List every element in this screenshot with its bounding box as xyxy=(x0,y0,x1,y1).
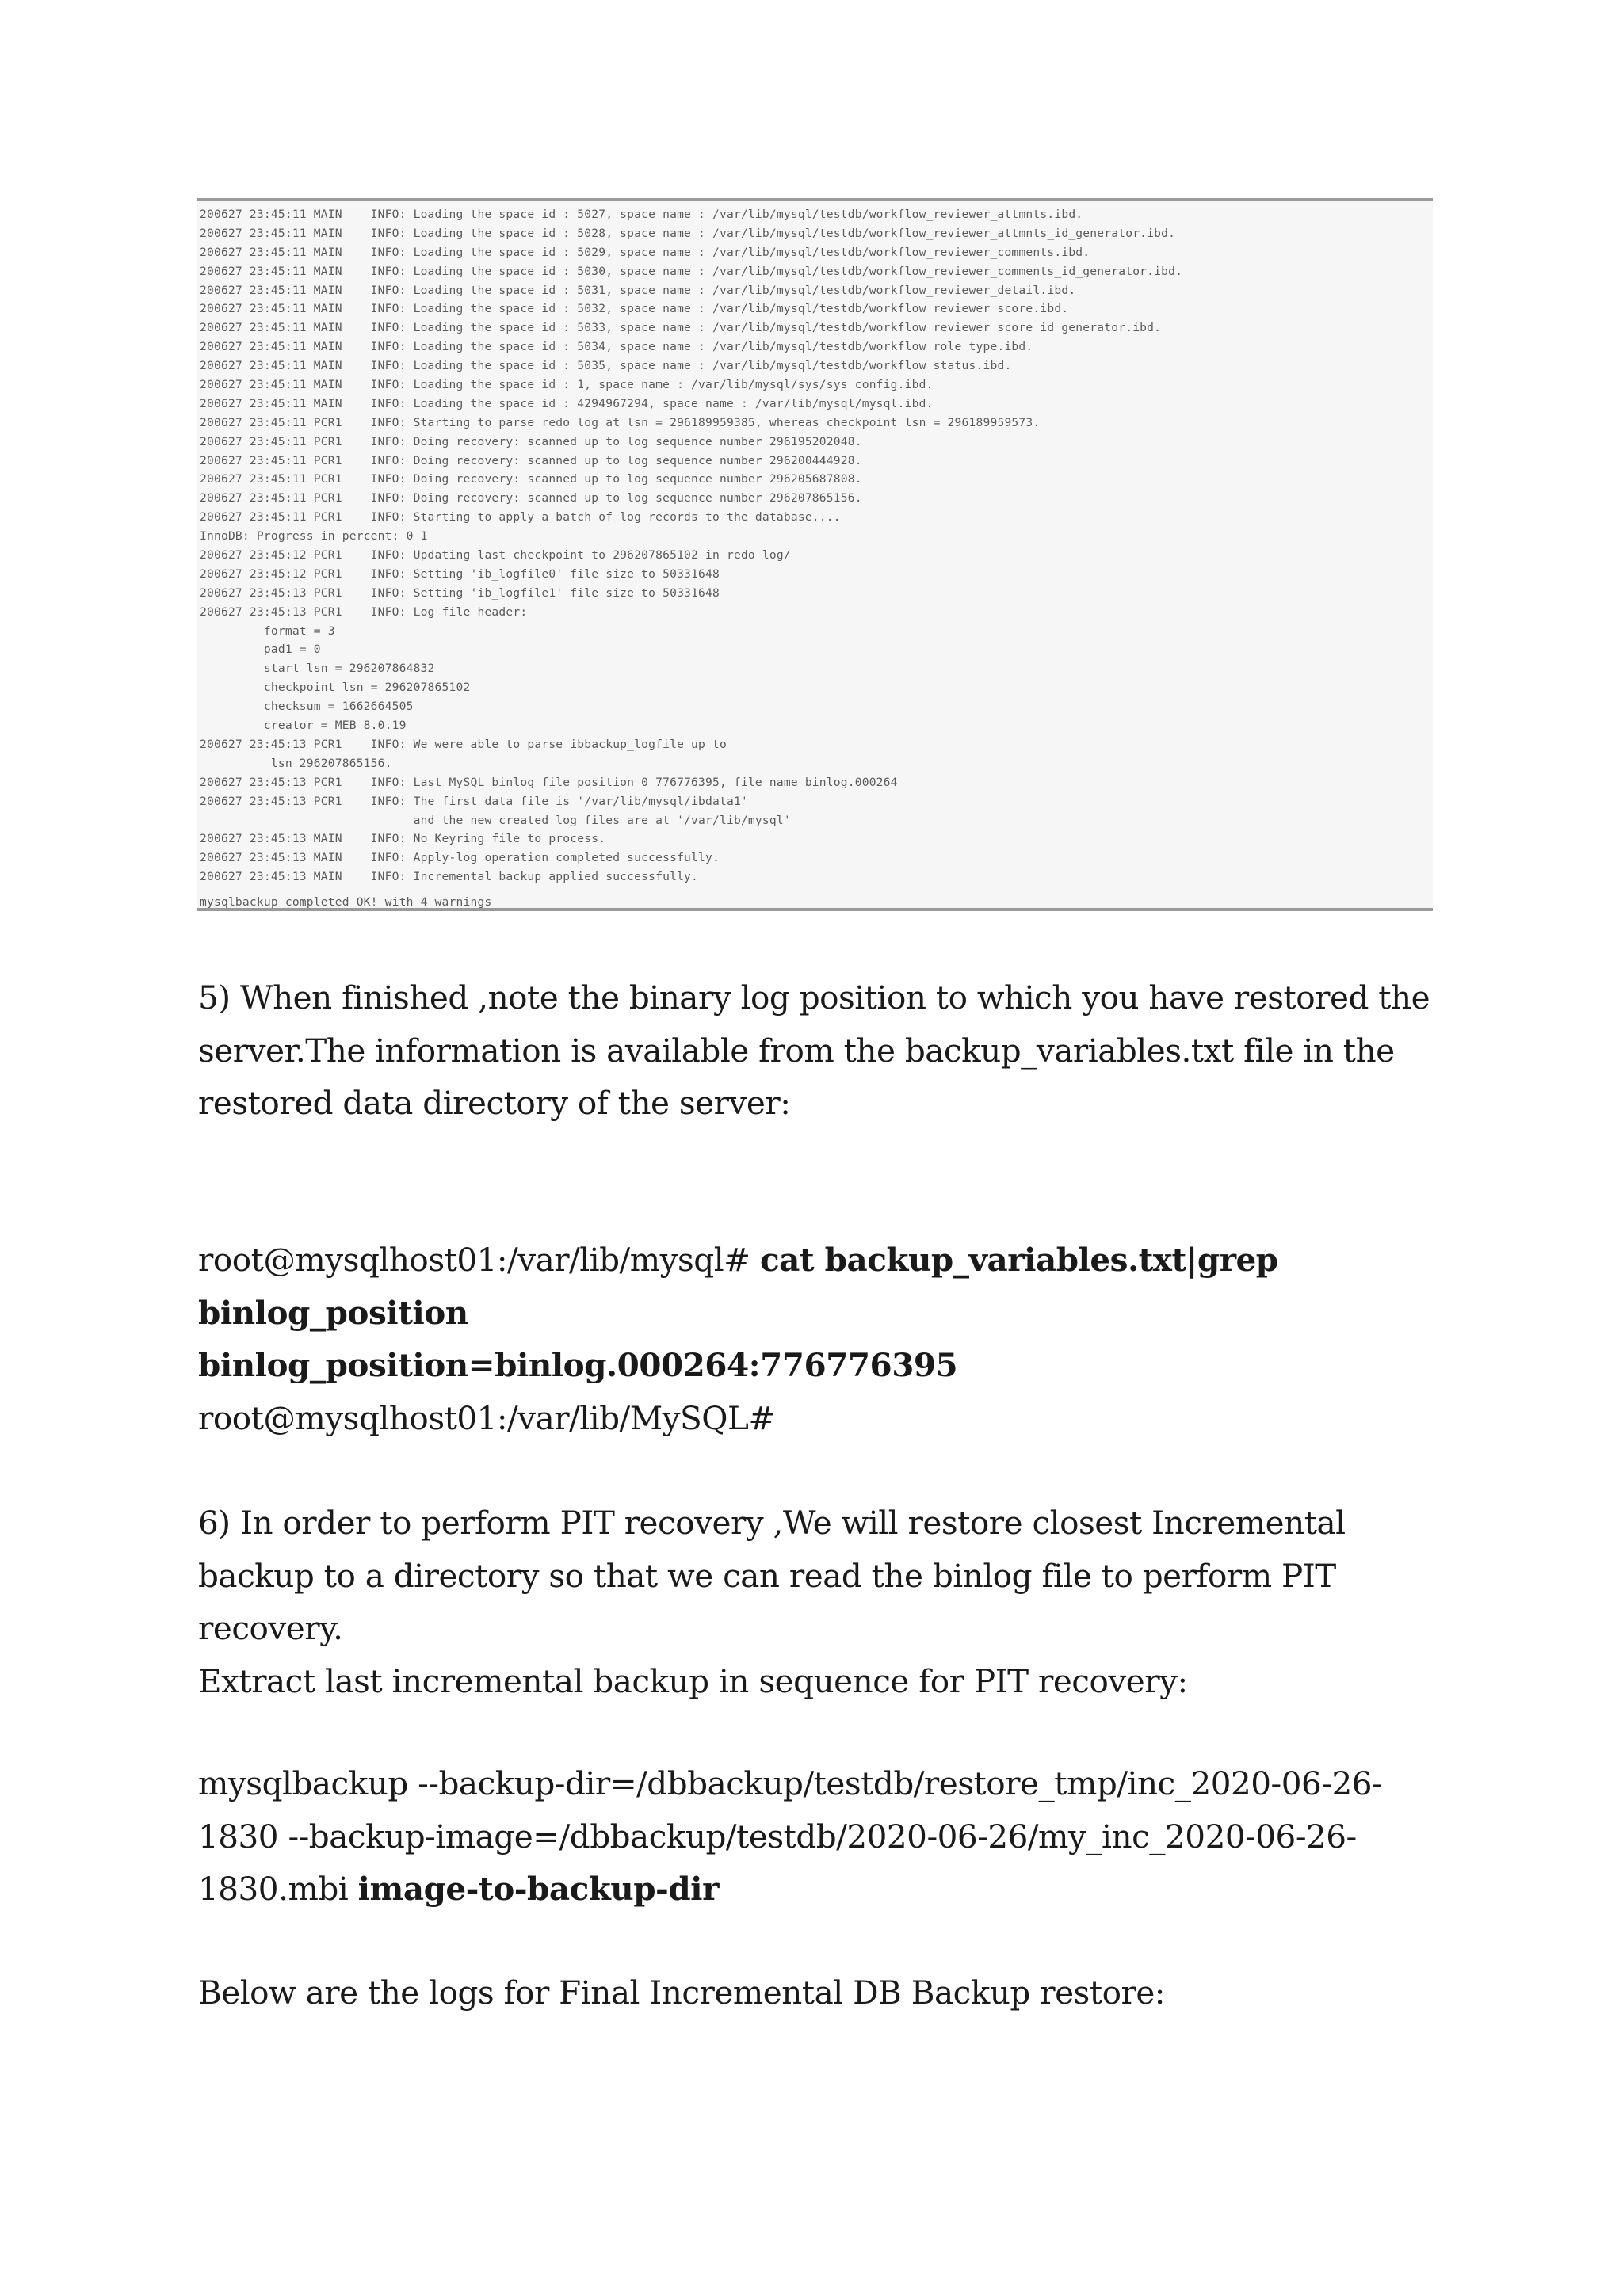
log-line: format = 3 xyxy=(200,624,335,638)
log-line: 200627 23:45:11 MAIN INFO: Loading the space id : 5031, space name : /var/lib/mysql/testdb/workflow_reviewer_detail.ibd. xyxy=(200,283,1076,297)
mysqlbackup-args: mysqlbackup --backup-dir=/dbbackup/testdb/restore_tmp/inc_2020-06-26-1830 --backup-image=/dbbackup/testdb/2020-06-26/my_inc_2020-06-26-1830.mbi xyxy=(198,1764,1383,1908)
grep-command: cat backup_variables.txt|grep binlog_position xyxy=(198,1241,1278,1332)
log-line: InnoDB: Progress in percent: 0 1 xyxy=(200,529,428,543)
log-line: 200627 23:45:13 MAIN INFO: No Keyring file to process. xyxy=(200,832,606,846)
log-output xyxy=(200,205,1430,911)
log-line: 200627 23:45:11 MAIN INFO: Loading the space id : 5030, space name : /var/lib/mysql/testdb/workflow_reviewer_comments_id_generator.ibd. xyxy=(200,264,1183,278)
log-line: 200627 23:45:12 PCR1 INFO: Setting 'ib_logfile0' file size to 50331648 xyxy=(200,566,720,581)
log-line: 200627 23:45:11 PCR1 INFO: Starting to apply a batch of log records to the database.... xyxy=(200,510,841,524)
log-line: 200627 23:45:11 MAIN INFO: Loading the space id : 5027, space name : /var/lib/mysql/testdb/workflow_reviewer_attmnts.ibd. xyxy=(200,208,1083,221)
log-line: 200627 23:45:13 PCR1 INFO: Last MySQL binlog file position 0 776776395, file name binlog.000264 xyxy=(200,775,898,789)
log-line: 200627 23:45:11 PCR1 INFO: Starting to parse redo log at lsn = 296189959385, whereas checkpoint_lsn = 296189959573. xyxy=(200,415,1041,429)
log-line: 200627 23:45:11 MAIN INFO: Loading the space id : 1, space name : /var/lib/mysql/sys/sys_config.ibd. xyxy=(200,378,934,392)
step-5-paragraph xyxy=(198,971,1434,1130)
command-line-1 xyxy=(198,1234,1434,1339)
log-line: 200627 23:45:13 PCR1 INFO: Log file header: xyxy=(200,605,528,619)
step-6-paragraph xyxy=(198,1497,1434,1707)
step-6-text: 6) In order to perform PIT recovery ,We will restore closest Incremental backup to a directory so that we can read the binlog file to perform PIT recovery. xyxy=(198,1504,1346,1647)
log-line: and the new created log files are at '/var/lib/mysql' xyxy=(200,813,791,827)
log-line: 200627 23:45:13 PCR1 INFO: Setting 'ib_logfile1' file size to 50331648 xyxy=(200,585,720,600)
log-line: 200627 23:45:11 MAIN INFO: Loading the space id : 5034, space name : /var/lib/mysql/testdb/workflow_role_type.ibd. xyxy=(200,340,1033,354)
log-line: 200627 23:45:11 MAIN INFO: Loading the space id : 5032, space name : /var/lib/mysql/testdb/workflow_reviewer_score.ibd. xyxy=(200,302,1069,316)
log-line: start lsn = 296207864832 xyxy=(200,662,435,676)
log-line: 200627 23:45:13 PCR1 INFO: The first data file is '/var/lib/mysql/ibdata1' xyxy=(200,794,748,808)
log-line: 200627 23:45:11 MAIN INFO: Loading the space id : 4294967294, space name : /var/lib/mysql/mysql.ibd. xyxy=(200,396,934,410)
log-line: 200627 23:45:11 MAIN INFO: Loading the space id : 5035, space name : /var/lib/mysql/testdb/workflow_status.ibd. xyxy=(200,359,1012,373)
log-line: 200627 23:45:11 MAIN INFO: Loading the space id : 5028, space name : /var/lib/mysql/testdb/workflow_reviewer_attmnts_id_generator.ibd. xyxy=(200,226,1176,240)
shell-prompt: root@mysqlhost01:/var/lib/mysql# xyxy=(198,1241,760,1279)
step-5-text: 5) When finished ,note the binary log position to which you have restored the server.The information is available from the backup_variables.txt file in the restored data directory of the server: xyxy=(198,978,1430,1122)
closing-paragraph xyxy=(198,1966,1434,2019)
log-line: creator = MEB 8.0.19 xyxy=(200,719,407,733)
log-line: lsn 296207865156. xyxy=(200,756,392,770)
log-line: 200627 23:45:11 MAIN INFO: Loading the space id : 5033, space name : /var/lib/mysql/testdb/workflow_reviewer_score_id_generator.ibd. xyxy=(200,321,1162,335)
closing-text: Below are the logs for Final Incremental DB Backup restore: xyxy=(198,1974,1165,2012)
step-6-extract-text: Extract last incremental backup in sequence for PIT recovery: xyxy=(198,1661,1188,1700)
log-line: checksum = 1662664505 xyxy=(200,700,414,714)
log-line: 200627 23:45:11 PCR1 INFO: Doing recovery: scanned up to log sequence number 296200444928. xyxy=(200,453,862,467)
command-result xyxy=(198,1339,1434,1392)
log-line: 200627 23:45:11 PCR1 INFO: Doing recovery: scanned up to log sequence number 296207865156. xyxy=(200,491,862,505)
shell-prompt-end: root@mysqlhost01:/var/lib/MySQL# xyxy=(198,1398,775,1437)
mysqlbackup-command xyxy=(198,1757,1434,1916)
log-line: pad1 = 0 xyxy=(200,643,321,657)
mysqlbackup-operation: image-to-backup-dir xyxy=(357,1870,719,1908)
log-line: 200627 23:45:13 MAIN INFO: Incremental backup applied successfully. xyxy=(200,870,699,884)
log-screenshot xyxy=(197,198,1433,911)
log-line: checkpoint lsn = 296207865102 xyxy=(200,681,471,695)
log-line: 200627 23:45:11 MAIN INFO: Loading the space id : 5029, space name : /var/lib/mysql/testdb/workflow_reviewer_comments.ibd. xyxy=(200,245,1090,259)
mysqlbackup-command-block xyxy=(198,1757,1434,1916)
binlog-command-block xyxy=(198,1234,1434,1444)
log-footer: mysqlbackup completed OK! with 4 warnings xyxy=(200,895,492,910)
log-line: 200627 23:45:12 PCR1 INFO: Updating last checkpoint to 296207865102 in redo log/ xyxy=(200,548,791,563)
log-line: 200627 23:45:11 PCR1 INFO: Doing recovery: scanned up to log sequence number 296195202048. xyxy=(200,434,862,448)
log-line: 200627 23:45:13 MAIN INFO: Apply-log operation completed successfully. xyxy=(200,851,720,865)
binlog-position-result: binlog_position=binlog.000264:776776395 xyxy=(198,1346,958,1384)
log-line: 200627 23:45:11 PCR1 INFO: Doing recovery: scanned up to log sequence number 296205687808. xyxy=(200,472,862,486)
log-line: 200627 23:45:13 PCR1 INFO: We were able to parse ibbackup_logfile up to xyxy=(200,737,727,751)
